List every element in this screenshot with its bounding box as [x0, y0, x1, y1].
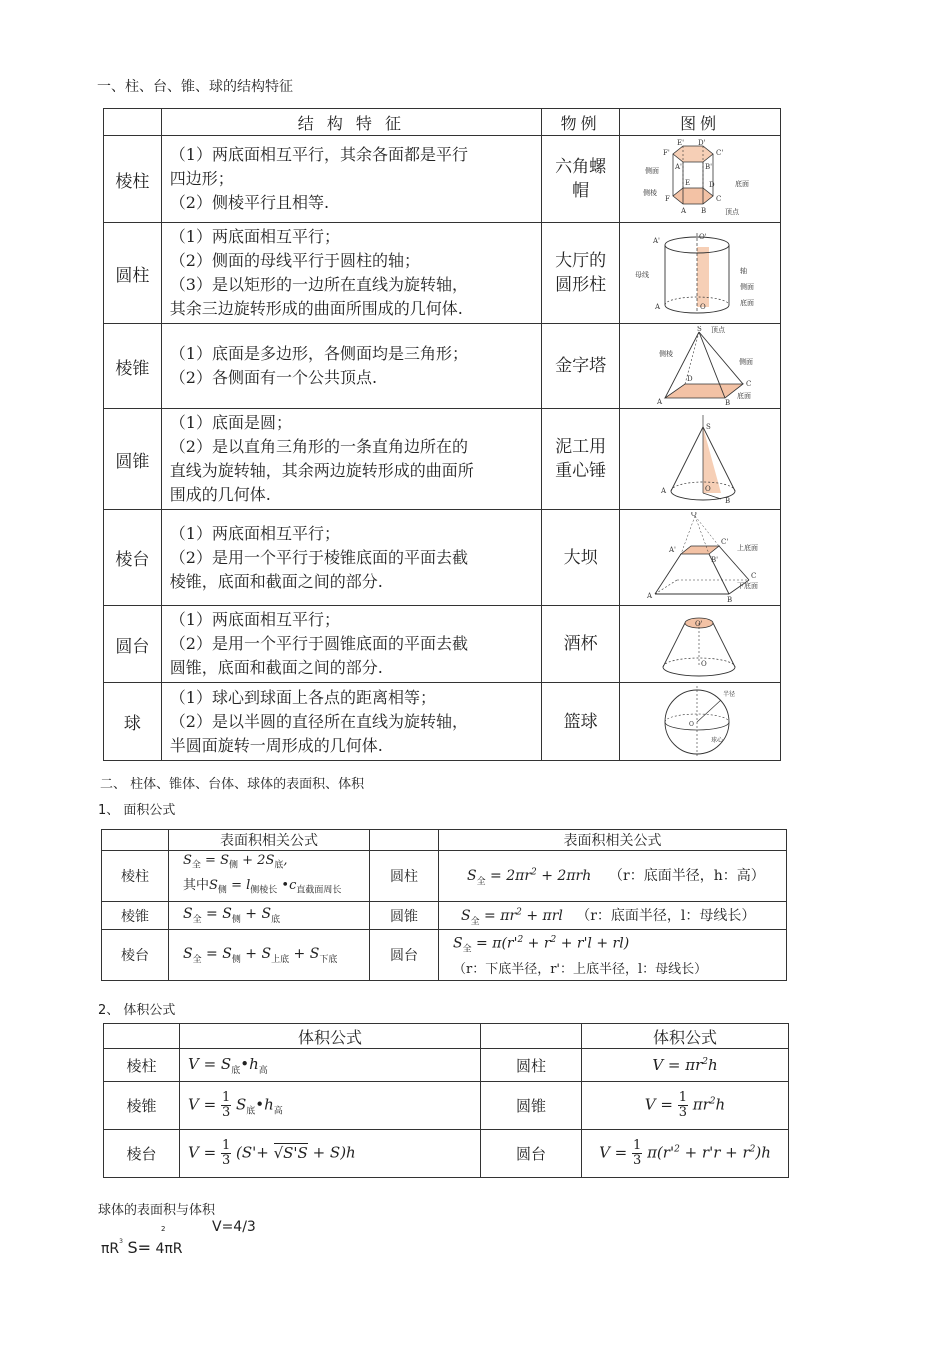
row-example: 金字塔: [542, 324, 620, 409]
table-row: [104, 136, 781, 223]
svg-text:E': E': [677, 139, 685, 147]
col-header-features: 结 构 特 征: [161, 109, 541, 136]
svg-text:B': B': [705, 163, 713, 171]
svg-text:C: C: [751, 571, 757, 580]
frustum-figure: [620, 510, 781, 606]
table-row: [104, 223, 781, 324]
col-header-left: 体积公式: [180, 1024, 481, 1049]
frustum-area-formula: $S_全 = S_侧 + S_{上底} + S_{下底}$: [169, 930, 370, 981]
col-header-right: 体积公式: [582, 1024, 789, 1049]
svg-text:A: A: [655, 303, 661, 311]
cone-volume-formula: V = $\frac{1}{3}$ $\pi r^2h$: [582, 1082, 789, 1130]
svg-text:E: E: [685, 179, 691, 187]
row-name: 棱台: [102, 930, 169, 981]
svg-text:侧面: 侧面: [739, 358, 754, 366]
sphere-heading: 球体的表面积与体积: [98, 1203, 216, 1218]
svg-text:O: O: [689, 720, 695, 728]
row-name: 圆柱: [481, 1049, 582, 1082]
col-header-right: 表面积相关公式: [439, 830, 787, 851]
svg-text:O: O: [705, 485, 711, 493]
row-name: 球: [104, 683, 162, 761]
svg-text:D': D': [698, 139, 706, 147]
row-features: （1）两底面相互平行； （2）侧面的母线平行于圆柱的轴； （3）是以矩形的一边所在直线为旋转轴， 其余三边旋转形成的曲面所围成的几何体.: [161, 223, 541, 324]
section1-title: 一、柱、台、锥、球的结构特征: [97, 79, 293, 95]
sphere-sup-text: 2: [161, 1225, 166, 1233]
svg-text:侧棱: 侧棱: [659, 350, 674, 358]
sphere-formula-line: $\pi R^3$ S= 4πR: [101, 1238, 183, 1257]
row-name: 圆台: [481, 1130, 582, 1178]
svg-text:A': A': [669, 545, 677, 554]
structure-table: [103, 108, 781, 761]
svg-text:顶点: 顶点: [711, 326, 726, 334]
sphere-volume-text: V=4/3: [212, 1219, 256, 1235]
section2-title: 二、 柱体、锥体、台体、球体的表面积、体积: [100, 777, 365, 792]
row-name: 圆台: [104, 606, 162, 683]
volume-formula-heading: 2、 体积公式: [98, 1003, 176, 1018]
row-name: 圆柱: [104, 223, 162, 324]
row-features: （1）两底面相互平行，其余各面都是平行 四边形； （2）侧棱平行且相等.: [161, 136, 541, 223]
svg-text:C': C': [716, 149, 724, 157]
svg-text:侧棱: 侧棱: [643, 189, 658, 197]
sphere-figure: [620, 683, 781, 761]
col-header-left: 表面积相关公式: [169, 830, 370, 851]
svg-text:半径: 半径: [723, 690, 736, 698]
row-example: 酒杯: [542, 606, 620, 683]
prism-volume-formula: $V = S_底•h_高$: [180, 1049, 481, 1082]
svg-text:侧面: 侧面: [740, 283, 755, 291]
pyramid-volume-formula: V = $\frac{1}{3}$ $S_底•h_高$: [180, 1082, 481, 1130]
row-name: 棱柱: [104, 136, 162, 223]
frustum-volume-formula: V = $\frac{1}{3}$ (S'+ √S'S + S)h: [180, 1130, 481, 1178]
col-header-example: 物例: [542, 109, 620, 136]
svg-text:侧面: 侧面: [645, 167, 660, 175]
svg-text:母线: 母线: [635, 271, 650, 279]
table-row: [104, 1049, 789, 1082]
svg-text:球心: 球心: [711, 736, 724, 744]
col-header-figure: 图例: [620, 109, 781, 136]
table-row: [102, 902, 787, 930]
row-name: 圆锥: [370, 902, 439, 930]
svg-text:B: B: [701, 207, 707, 215]
table-row: [104, 1130, 789, 1178]
row-name: 棱柱: [102, 851, 169, 902]
row-name: 圆台: [370, 930, 439, 981]
row-features: （1）底面是圆； （2）是以直角三角形的一条直角边所在的 直线为旋转轴，其余两边旋转形成的曲面所 围成的几何体.: [161, 409, 541, 510]
table-row: [104, 606, 781, 683]
svg-text:B: B: [725, 497, 731, 505]
row-name: 棱柱: [104, 1049, 180, 1082]
volume-table: [103, 1023, 789, 1178]
cone-frustum-area-formula: $S_全 = \pi(r'^2 + r^2 + r'l + rl)$ （r：下底半径，r'：上底半径，l：母线长）: [439, 930, 787, 981]
table-row: [104, 510, 781, 606]
row-name: 棱锥: [104, 324, 162, 409]
cylinder-figure: [620, 223, 781, 324]
svg-text:D: D: [687, 375, 693, 383]
surface-area-table: [101, 829, 787, 981]
table-row: [102, 851, 787, 902]
row-features: （1）两底面相互平行； （2）是用一个平行于棱锥底面的平面去截 棱锥，底面和截面之间的部分.: [161, 510, 541, 606]
row-example: 大坝: [542, 510, 620, 606]
prism-area-formula: $S_全 = S_侧 + 2S_底$, 其中$S_侧 = l_{侧棱长}$ $•c_{直截面周长}$: [169, 851, 370, 902]
svg-text:O: O: [701, 660, 707, 668]
row-features: （1）球心到球面上各点的距离相等； （2）是以半圆的直径所在直线为旋转轴， 半圆面旋转一周形成的几何体.: [161, 683, 541, 761]
svg-text:F: F: [665, 195, 670, 203]
pyramid-area-formula: $S_全 = S_侧 + S_底$: [169, 902, 370, 930]
svg-text:B': B': [711, 555, 719, 564]
table-row: [102, 930, 787, 981]
svg-text:S: S: [706, 423, 711, 431]
svg-text:上底面: 上底面: [737, 543, 759, 552]
row-example: 篮球: [542, 683, 620, 761]
svg-text:B: B: [725, 399, 731, 406]
row-name: 棱台: [104, 1130, 180, 1178]
cone-figure: [620, 409, 781, 510]
row-example: 大厅的 圆形柱: [542, 223, 620, 324]
row-example: 泥工用 重心锤: [542, 409, 620, 510]
svg-text:A: A: [647, 591, 653, 600]
cylinder-volume-formula: $V = \pi r^2h$: [582, 1049, 789, 1082]
prism-figure: [620, 136, 781, 223]
svg-text:底面: 底面: [737, 392, 752, 400]
row-features: （1）底面是多边形，各侧面均是三角形； （2）各侧面有一个公共顶点.: [161, 324, 541, 409]
svg-text:A: A: [681, 207, 687, 215]
svg-text:O': O': [699, 233, 707, 241]
col-header-blank: [104, 109, 162, 136]
table-row: [104, 683, 781, 761]
table-row: [104, 409, 781, 510]
svg-text:O: O: [691, 511, 697, 518]
row-name: 棱锥: [104, 1082, 180, 1130]
row-name: 圆锥: [104, 409, 162, 510]
row-name: 棱锥: [102, 902, 169, 930]
table-row: [104, 324, 781, 409]
row-name: 圆柱: [370, 851, 439, 902]
svg-text:底面: 底面: [740, 299, 755, 307]
area-formula-heading: 1、 面积公式: [98, 803, 176, 818]
row-name: 棱台: [104, 510, 162, 606]
cylinder-area-formula: $S_全 = 2\pi r^2 + 2\pi rh$ （r：底面半径，h：高）: [439, 851, 787, 902]
svg-text:A': A': [675, 163, 683, 171]
svg-text:A: A: [661, 487, 667, 495]
cone-frustum-volume-formula: V = $\frac{1}{3}$ $\pi(r'^2 + r'r + r^2)h$: [582, 1130, 789, 1178]
svg-text:C': C': [721, 537, 729, 546]
cone-area-formula: $S_全 = \pi r^2 + \pi rl$ （r：底面半径，l：母线长）: [439, 902, 787, 930]
pyramid-figure: [620, 324, 781, 409]
table-row: [104, 1082, 789, 1130]
svg-text:轴: 轴: [740, 267, 748, 275]
svg-text:C: C: [716, 195, 722, 203]
svg-text:底面: 底面: [735, 180, 750, 188]
cone-frustum-figure: [620, 606, 781, 683]
svg-text:O': O': [695, 620, 703, 628]
svg-text:A: A: [657, 398, 663, 406]
svg-text:顶点: 顶点: [725, 208, 740, 216]
svg-text:D: D: [709, 181, 715, 189]
svg-text:B: B: [727, 595, 733, 604]
row-features: （1）两底面相互平行； （2）是用一个平行于圆锥底面的平面去截 圆锥，底面和截面之间的部分.: [161, 606, 541, 683]
svg-text:F': F': [663, 149, 670, 157]
svg-text:C: C: [746, 380, 752, 388]
svg-text:下底面: 下底面: [737, 581, 759, 590]
svg-text:A': A': [653, 237, 661, 245]
row-example: 六角螺 帽: [542, 136, 620, 223]
row-name: 圆锥: [481, 1082, 582, 1130]
svg-text:O: O: [700, 303, 706, 311]
svg-text:S: S: [697, 326, 702, 333]
